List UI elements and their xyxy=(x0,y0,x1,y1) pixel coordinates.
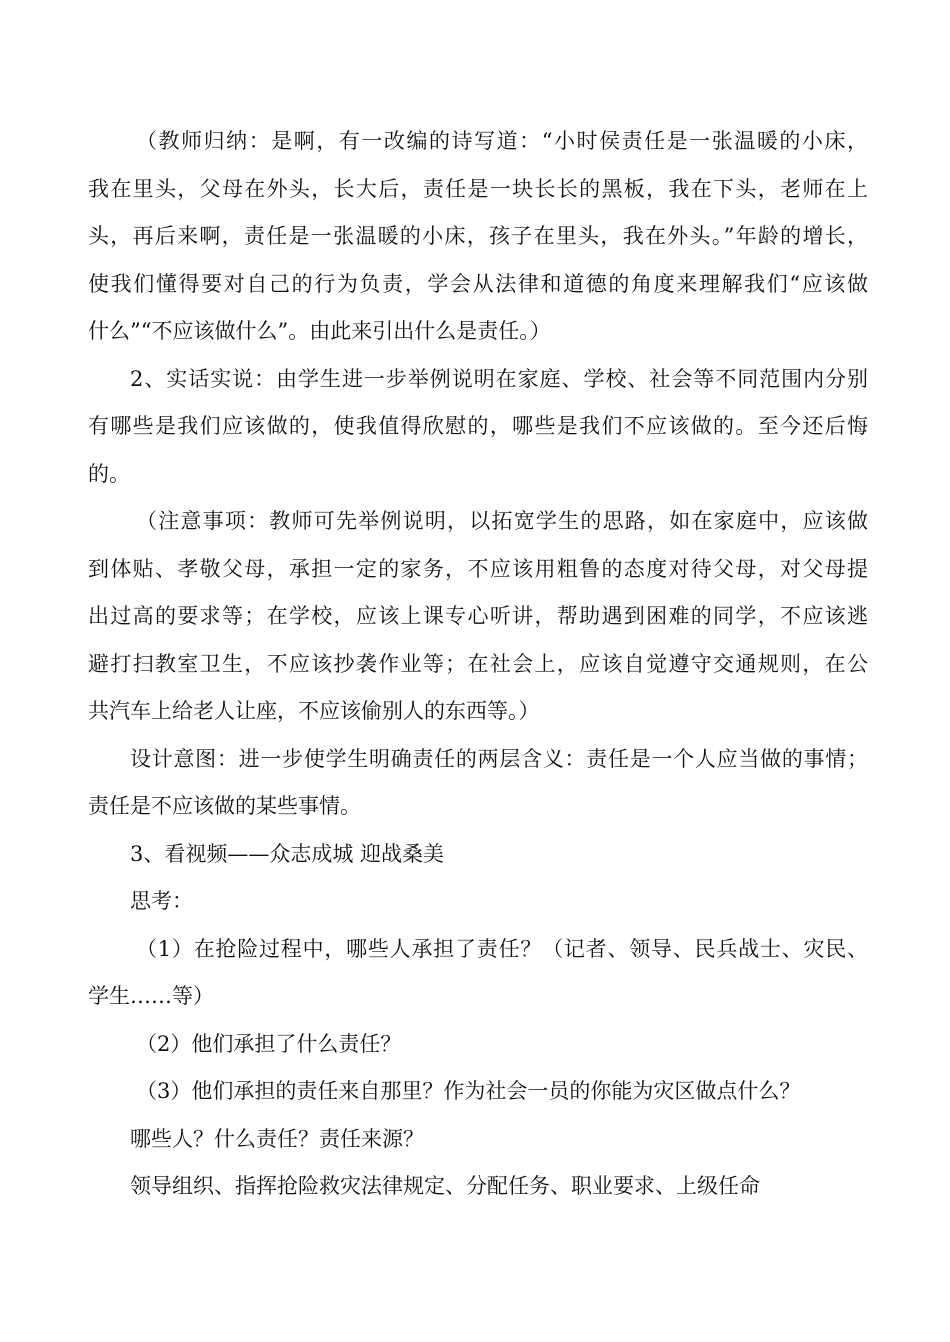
paragraph-line: 使我们懂得要对自己的行为负责，学会从法律和道德的角度来理解我们“应该做 xyxy=(88,271,868,296)
paragraph-line: 避打扫教室卫生，不应该抄袭作业等；在社会上，应该自觉遵守交通规则，在公 xyxy=(88,651,868,676)
paragraph-line: 领导组织、指挥抢险救灾法律规定、分配任务、职业要求、上级任命 xyxy=(130,1174,760,1198)
paragraph-line: 出过高的要求等；在学校，应该上课专心听讲，帮助遇到困难的同学，不应该逃 xyxy=(88,604,868,628)
paragraph-line: 的。 xyxy=(88,461,130,486)
paragraph-line: 头，再后来啊，责任是一张温暖的小床，孩子在里头，我在外头。”年龄的增长， xyxy=(88,224,868,248)
paragraph-line: 责任是不应该做的某些事情。 xyxy=(88,794,361,818)
paragraph-line: 共汽车上给老人让座，不应该偷别人的东西等。） xyxy=(88,699,540,723)
paragraph-line: 什么”“不应该做什么”。由此来引出什么是责任。） xyxy=(88,319,551,343)
paragraph-line: 我在里头，父母在外头，长大后，责任是一块长长的黑板，我在下头，老师在上 xyxy=(88,176,868,201)
paragraph-line: 学生……等） xyxy=(88,984,214,1008)
paragraph-line: 到体贴、孝敬父母，承担一定的家务，不应该用粗鲁的态度对待父母，对父母提 xyxy=(88,556,868,581)
question-line: （1）在抢险过程中，哪些人承担了责任？（记者、领导、民兵战士、灾民、 xyxy=(136,936,868,961)
section-heading: 3、看视频——众志成城 迎战桑美 xyxy=(130,841,445,866)
paragraph-line: （注意事项：教师可先举例说明，以拓宽学生的思路，如在家庭中，应该做 xyxy=(136,509,868,533)
question-line: （3）他们承担的责任来自那里？作为社会一员的你能为灾区做点什么？ xyxy=(136,1079,801,1103)
paragraph-line: 哪些人？什么责任？责任来源？ xyxy=(130,1126,424,1151)
paragraph-line: 有哪些是我们应该做的，使我值得欣慰的，哪些是我们不应该做的。至今还后悔 xyxy=(88,414,868,438)
document-body xyxy=(88,118,868,1211)
paragraph-line: 思考： xyxy=(130,889,193,913)
paragraph-line: 2、实话实说：由学生进一步举例说明在家庭、学校、社会等不同范围内分别 xyxy=(130,366,868,391)
paragraph-line: 设计意图：进一步使学生明确责任的两层含义：责任是一个人应当做的事情； xyxy=(130,746,868,771)
paragraph-line: （教师归纳：是啊，有一改编的诗写道：“小时侯责任是一张温暖的小床， xyxy=(136,129,868,153)
question-line: （2）他们承担了什么责任？ xyxy=(136,1031,402,1056)
